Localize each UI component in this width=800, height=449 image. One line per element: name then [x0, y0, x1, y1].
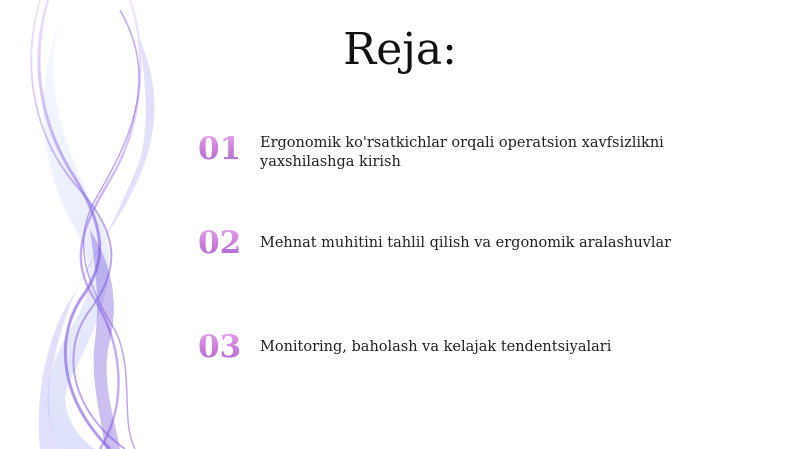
agenda-text: Ergonomik ko'rsatkichlar orqali operatsion xavfsizlikni yaxshilashga kirish	[260, 135, 664, 170]
agenda-item-1	[198, 131, 718, 191]
agenda-text: Monitoring, baholash va kelajak tendentsiyalari	[260, 339, 612, 355]
slide-title: Reja:	[343, 24, 457, 75]
agenda-number: 02	[198, 225, 254, 261]
agenda-item-3	[198, 329, 718, 389]
purple-smoke-ribbon-decoration	[0, 0, 200, 449]
agenda-number: 03	[198, 329, 254, 365]
agenda-text: Mehnat muhitini tahlil qilish va ergonomik aralashuvlar	[260, 235, 672, 251]
agenda-number: 01	[198, 131, 254, 167]
agenda-item-2	[198, 225, 718, 285]
